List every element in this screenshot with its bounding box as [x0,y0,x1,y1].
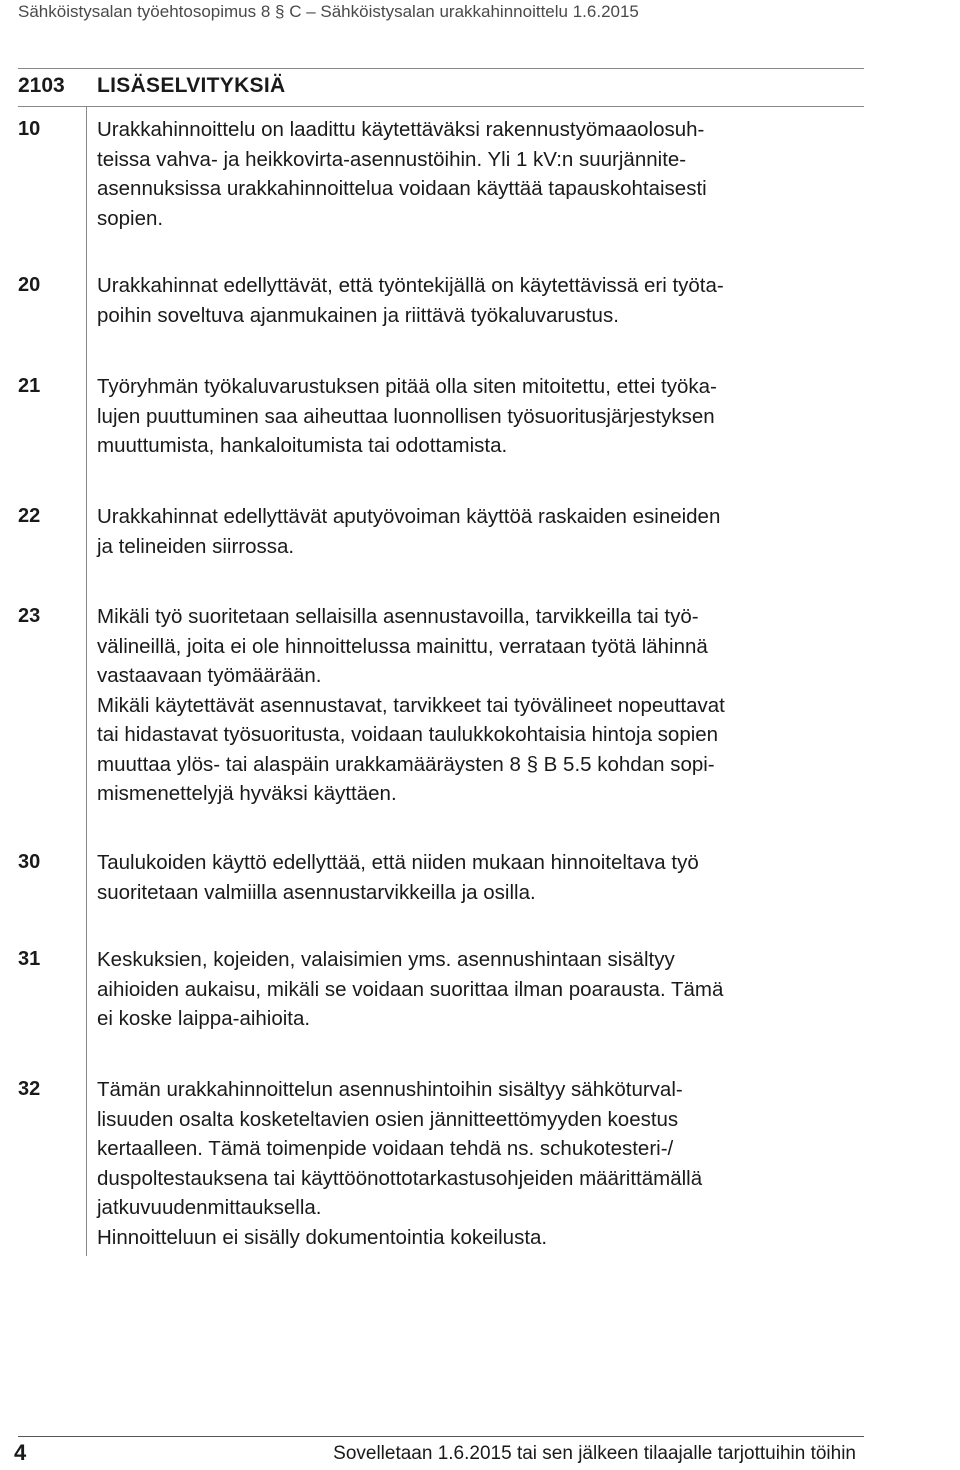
text-line: Urakkahinnat edellyttävät, että työntekijällä on käytettävissä eri työta- [97,274,724,297]
text-line: aihioiden aukaisu, mikäli se voidaan suorittaa ilman poarausta. Tämä [97,977,724,1001]
text-line: ei koske laippa-aihioita. [97,1007,311,1030]
text-line: Työryhmän työkaluvarustuksen pitää olla siten mitoitettu, ettei työka- [97,375,717,398]
header-rule [18,68,864,69]
paragraph-number: 30 [18,851,41,873]
text-line: ja telineiden siirrossa. [97,534,295,558]
paragraph-number: 21 [18,375,41,397]
text-line: Mikäli käytettävät asennustavat, tarvikkeet tai työvälineet nopeuttavat [97,693,725,717]
paragraph-number: 22 [18,505,41,527]
text-line: lujen puuttuminen saa aiheuttaa luonnollisen työsuoritusjärjestyksen [97,404,715,428]
paragraph-text [97,945,867,1034]
footer-note: Sovelletaan 1.6.2015 tai sen jälkeen tilaajalle tarjottuihin töihin [333,1443,856,1464]
section-rule [18,106,864,107]
text-line: Taulukoiden käyttö edellyttää, että niiden mukaan hinnoiteltava työ [97,851,699,874]
paragraph-number: 31 [18,948,41,970]
paragraph-number: 10 [18,118,41,140]
paragraph-number: 23 [18,605,41,627]
text-line: Keskuksien, kojeiden, valaisimien yms. asennushintaan sisältyy [97,948,675,971]
footer-rule [18,1436,864,1437]
text-line: mismenettelyjä hyväksi käyttäen. [97,782,397,805]
paragraph-text [97,372,867,461]
paragraph-number: 20 [18,274,41,296]
text-line: Urakkahinnoittelu on laadittu käytettäväksi rakennustyömaaolosuh- [97,118,705,141]
section-number: 2103 [18,74,65,97]
paragraph-text [97,848,867,907]
document-header: Sähköistysalan työehtosopimus 8 § C – Sähköistysalan urakkahinnoittelu 1.6.2015 [18,2,639,21]
text-line: välineillä, joita ei ole hinnoittelussa mainittu, verrataan työtä lähinnä [97,634,708,658]
text-line: muuttumista, hankaloitumista tai odottamista. [97,434,508,457]
text-line: kertaalleen. Tämä toimenpide voidaan tehdä ns. schukotesteri-/ [97,1137,674,1160]
text-line: vastaavaan työmäärään. [97,664,322,687]
paragraph-text [97,1075,867,1252]
paragraph-text [97,271,867,330]
paragraph-number: 32 [18,1078,41,1100]
text-line: teissa vahva- ja heikkovirta-asennustöihin. Yli 1 kV:n suurjännite- [97,147,687,171]
text-line: jatkuvuudenmittauksella. [97,1196,322,1219]
text-line: Urakkahinnat edellyttävät aputyövoiman käyttöä raskaiden esineiden [97,505,721,528]
column-divider [86,106,87,1256]
text-line: poihin soveltuva ajanmukainen ja riittävä työkaluvarustus. [97,303,619,327]
paragraph-text [97,115,867,233]
paragraph-text [97,602,867,809]
text-line: Tämän urakkahinnoittelun asennushintoihin sisältyy sähköturval- [97,1078,683,1101]
text-line: duspoltestauksena tai käyttöönottotarkastusohjeiden määrittämällä [97,1166,703,1190]
text-line: muuttaa ylös- tai alaspäin urakkamääräysten 8 § B 5.5 kohdan sopi- [97,752,715,776]
text-line: asennuksissa urakkahinnoittelua voidaan käyttää tapauskohtaisesti [97,177,707,200]
paragraph-text [97,502,867,561]
text-line: tai hidastavat työsuoritusta, voidaan taulukkokohtaisia hintoja sopien [97,723,719,746]
text-line: Hinnoitteluun ei sisälly dokumentointia kokeilusta. [97,1225,548,1249]
text-line: lisuuden osalta kosketeltavien osien jännitteettömyyden koestus [97,1107,679,1131]
text-line: Mikäli työ suoritetaan sellaisilla asennustavoilla, tarvikkeilla tai työ- [97,605,699,628]
page-number: 4 [14,1440,27,1465]
section-title: LISÄSELVITYKSIÄ [97,74,286,97]
text-line: suoritetaan valmiilla asennustarvikkeilla ja osilla. [97,880,536,904]
text-line: sopien. [97,206,164,230]
